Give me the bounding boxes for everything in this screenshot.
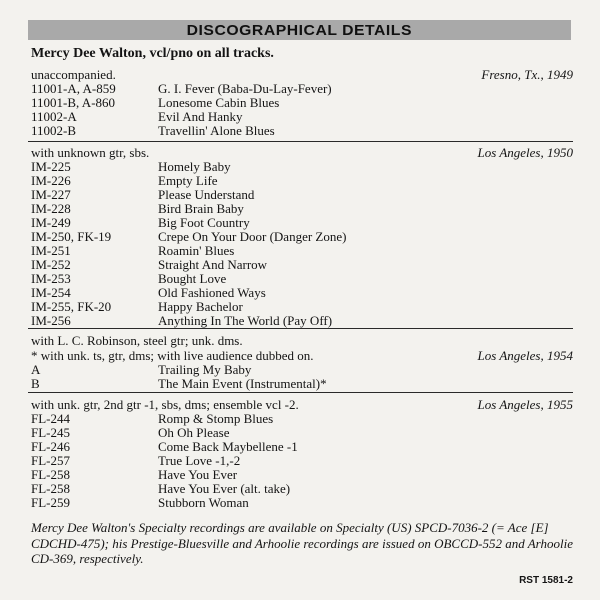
track-title: Oh Oh Please xyxy=(158,425,230,440)
track-title: G. I. Fever (Baba-Du-Lay-Fever) xyxy=(158,81,332,96)
track-row xyxy=(31,468,573,482)
track-title: Have You Ever xyxy=(158,467,238,482)
track-title: Have You Ever (alt. take) xyxy=(158,481,291,496)
matrix-number: 11002-A xyxy=(31,109,77,124)
matrix-number: IM-256 xyxy=(31,313,71,328)
page-title: DISCOGRAPHICAL DETAILS xyxy=(186,21,413,39)
track-row xyxy=(31,216,573,230)
artist-heading: Mercy Dee Walton, vcl/pno on all tracks. xyxy=(31,46,274,61)
matrix-number: IM-253 xyxy=(31,271,71,286)
matrix-number: FL-257 xyxy=(31,453,70,468)
catalog-number: RST 1581-2 xyxy=(519,575,573,586)
matrix-number: FL-259 xyxy=(31,495,70,510)
matrix-number: IM-227 xyxy=(31,187,71,202)
session-description: with unk. gtr, 2nd gtr -1, sbs, dms; ensemble vcl -2. xyxy=(31,397,299,412)
session-header xyxy=(31,397,573,412)
session-1950 xyxy=(31,145,573,328)
matrix-number: FL-245 xyxy=(31,425,70,440)
matrix-number: IM-225 xyxy=(31,159,71,174)
track-title: Homely Baby xyxy=(158,159,231,174)
session-1954 xyxy=(31,333,573,391)
session-place-date: Los Angeles, 1950 xyxy=(477,145,573,160)
track-row xyxy=(31,174,573,188)
track-title: Evil And Hanky xyxy=(158,109,243,124)
matrix-number: FL-246 xyxy=(31,439,70,454)
track-row xyxy=(31,314,573,328)
track-title: Trailing My Baby xyxy=(158,362,252,377)
session-description: with L. C. Robinson, steel gtr; unk. dms. xyxy=(31,333,243,348)
track-title: True Love -1,-2 xyxy=(158,453,241,468)
track-title: Come Back Maybellene -1 xyxy=(158,439,298,454)
track-title: Crepe On Your Door (Danger Zone) xyxy=(158,229,347,244)
track-row xyxy=(31,230,573,244)
session-place-date: Los Angeles, 1955 xyxy=(477,397,573,412)
session-place-date: Los Angeles, 1954 xyxy=(477,348,573,363)
track-row xyxy=(31,110,573,124)
section-divider xyxy=(28,392,573,393)
matrix-number: FL-244 xyxy=(31,411,70,426)
track-title: Anything In The World (Pay Off) xyxy=(158,313,333,328)
track-row xyxy=(31,272,573,286)
track-title: Travellin' Alone Blues xyxy=(158,123,275,138)
track-title: Empty Life xyxy=(158,173,218,188)
track-title: Straight And Narrow xyxy=(158,257,268,272)
session-header xyxy=(31,67,573,82)
session-1955 xyxy=(31,397,573,510)
track-row xyxy=(31,96,573,110)
track-row xyxy=(31,496,573,510)
matrix-number: IM-252 xyxy=(31,257,71,272)
track-row xyxy=(31,258,573,272)
title-bar xyxy=(28,20,571,40)
track-row xyxy=(31,124,573,138)
track-row xyxy=(31,82,573,96)
section-divider xyxy=(28,141,573,142)
session-description: with unknown gtr, sbs. xyxy=(31,145,150,160)
track-title: The Main Event (Instrumental)* xyxy=(158,376,327,391)
matrix-number: 11001-B, A-860 xyxy=(31,95,116,110)
track-row xyxy=(31,482,573,496)
matrix-number: IM-249 xyxy=(31,215,71,230)
section-divider xyxy=(28,328,573,329)
session-description: unaccompanied. xyxy=(31,67,116,82)
session-header xyxy=(31,348,573,363)
matrix-number: FL-258 xyxy=(31,481,70,496)
track-row xyxy=(31,244,573,258)
track-row xyxy=(31,440,573,454)
matrix-number: A xyxy=(31,362,41,377)
matrix-number: IM-255, FK-20 xyxy=(31,299,112,314)
track-row xyxy=(31,300,573,314)
track-row xyxy=(31,363,573,377)
track-title: Romp & Stomp Blues xyxy=(158,411,274,426)
session-header xyxy=(31,145,573,160)
session-overdub-note: * with unk. ts, gtr, dms; with live audience dubbed on. xyxy=(31,348,314,363)
matrix-number: IM-228 xyxy=(31,201,71,216)
matrix-number: 11001-A, A-859 xyxy=(31,81,116,96)
track-row xyxy=(31,377,573,391)
matrix-number: IM-251 xyxy=(31,243,71,258)
matrix-number: 11002-B xyxy=(31,123,77,138)
track-row xyxy=(31,426,573,440)
track-row xyxy=(31,286,573,300)
availability-note: Mercy Dee Walton's Specialty recordings are available on Specialty (US) SPCD-7036-2 (= Ace [E] CDCHD-475); his Prestige-Bluesville and Arhoolie recordings are issued on OBCCD-552 and Arhoolie CD-369, respectively. xyxy=(31,520,573,566)
matrix-number: IM-254 xyxy=(31,285,71,300)
track-row xyxy=(31,454,573,468)
session-place-date: Fresno, Tx., 1949 xyxy=(481,67,573,82)
track-row xyxy=(31,188,573,202)
track-title: Roamin' Blues xyxy=(158,243,235,258)
track-row xyxy=(31,202,573,216)
track-row xyxy=(31,160,573,174)
track-title: Please Understand xyxy=(158,187,255,202)
matrix-number: FL-258 xyxy=(31,467,70,482)
track-title: Stubborn Woman xyxy=(158,495,249,510)
track-title: Bird Brain Baby xyxy=(158,201,244,216)
track-title: Big Foot Country xyxy=(158,215,250,230)
track-title: Old Fashioned Ways xyxy=(158,285,266,300)
track-row xyxy=(31,412,573,426)
matrix-number: IM-226 xyxy=(31,173,71,188)
matrix-number: IM-250, FK-19 xyxy=(31,229,112,244)
session-1949 xyxy=(31,67,573,138)
track-title: Happy Bachelor xyxy=(158,299,243,314)
matrix-number: B xyxy=(31,376,40,391)
track-title: Bought Love xyxy=(158,271,227,286)
track-title: Lonesome Cabin Blues xyxy=(158,95,280,110)
